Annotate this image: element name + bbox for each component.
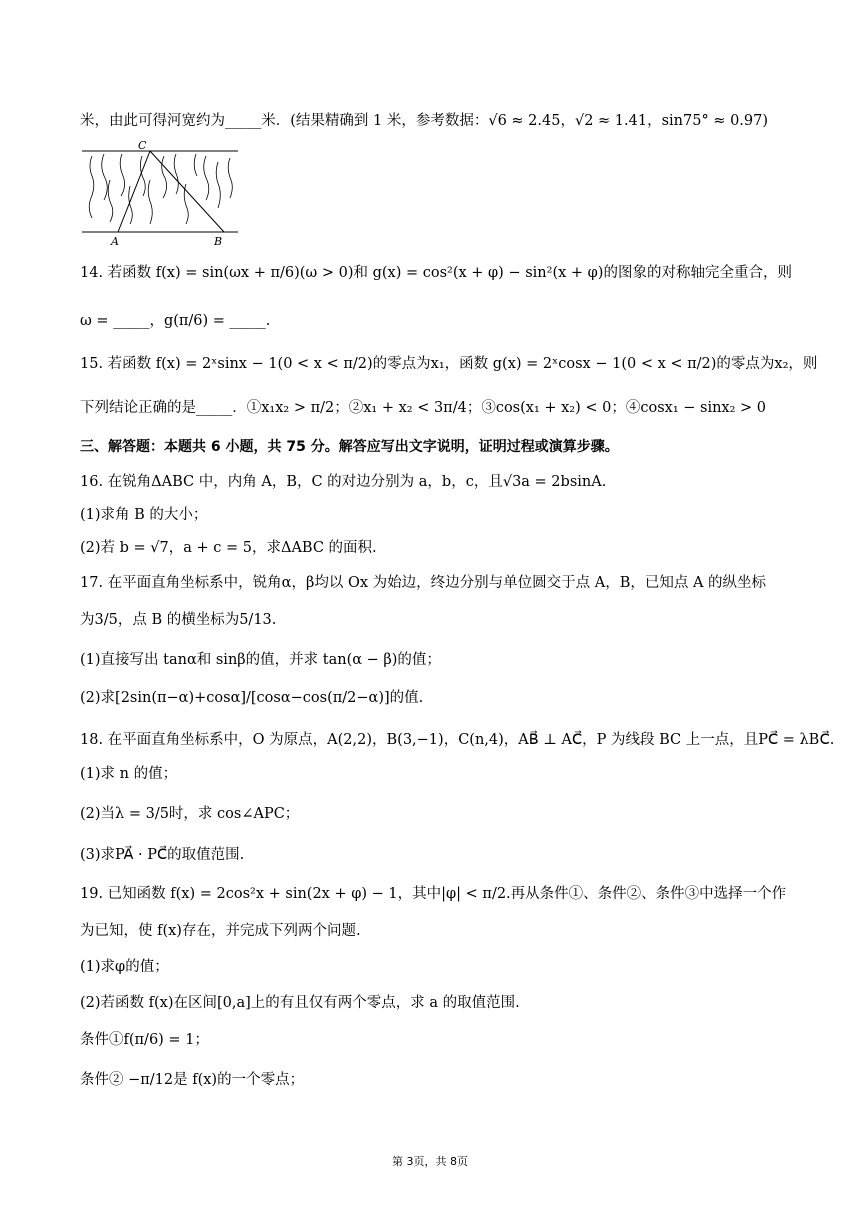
problem-14-line-1: 14. 若函数 f(x) = sin(ωx + π/6)(ω > 0)和 g(x) = cos²(x + φ) − sin²(x + φ)的图象的对称轴完全重合，则 — [80, 265, 792, 281]
problem-18-part-2: (2)当λ = 3/5时，求 cos∠APC； — [80, 806, 300, 822]
problem-17-part-2: (2)求[2sin(π−α)+cosα]/[cosα−cos(π/2−α)]的值. — [80, 690, 424, 706]
problem-16-line-1: 16. 在锐角ΔABC 中，内角 A，B，C 的对边分别为 a，b，c，且√3a = 2bsinA. — [80, 474, 607, 490]
problem-15-line-1: 15. 若函数 f(x) = 2ˣsinx − 1(0 < x < π/2)的零点为x₁，函数 g(x) = 2ˣcosx − 1(0 < x < π/2)的零点为x₂，则 — [80, 356, 818, 372]
problem-18-line-1: 18. 在平面直角坐标系中，O 为原点，A(2,2)，B(3,−1)，C(n,4)，AB⃗ ⊥ AC⃗，P 为线段 BC 上一点，且PC⃗ = λBC⃗. — [80, 732, 835, 748]
point-b-label: B — [214, 235, 223, 248]
problem-16-part-1: (1)求角 B 的大小； — [80, 507, 208, 523]
river-figure — [78, 140, 240, 248]
section-heading: 三、解答题：本题共 6 小题，共 75 分。解答应写出文字说明，证明过程或演算步骤。 — [80, 439, 619, 455]
condition-2: 条件② −π/12是 f(x)的一个零点； — [80, 1072, 305, 1088]
problem-18-part-1: (1)求 n 的值； — [80, 766, 178, 782]
problem-17-line-2: 为3/5，点 B 的横坐标为5/13. — [80, 612, 277, 628]
point-a-label: A — [111, 235, 119, 248]
problem-16-part-2: (2)若 b = √7，a + c = 5，求ΔABC 的面积. — [80, 540, 377, 556]
problem-19-line-2: 为已知，使 f(x)存在，并完成下列两个问题. — [80, 923, 361, 939]
problem-19-part-1: (1)求φ的值； — [80, 959, 169, 975]
problem-17-part-1: (1)直接写出 tanα和 sinβ的值，并求 tan(α − β)的值； — [80, 652, 441, 668]
line-1: 米，由此可得河宽约为_____米．(结果精确到 1 米，参考数据：√6 ≈ 2.45，√2 ≈ 1.41，sin75° ≈ 0.97) — [80, 113, 769, 129]
problem-19-line-1: 19. 已知函数 f(x) = 2cos²x + sin(2x + φ) − 1，其中|φ| < π/2.再从条件①、条件②、条件③中选择一个作 — [80, 886, 787, 902]
problem-18-part-3: (3)求PA⃗ · PC⃗的取值范围. — [80, 847, 245, 863]
problem-19-part-2: (2)若函数 f(x)在区间[0,a]上的有且仅有两个零点，求 a 的取值范围. — [80, 995, 520, 1011]
problem-17-line-1: 17. 在平面直角坐标系中，锐角α，β均以 Ox 为始边，终边分别与单位圆交于点 A，B，已知点 A 的纵坐标 — [80, 575, 767, 591]
condition-1: 条件①f(π/6) = 1； — [80, 1032, 209, 1048]
problem-15-line-2: 下列结论正确的是_____．①x₁x₂ > π/2；②x₁ + x₂ < 3π/4；③cos(x₁ + x₂) < 0；④cosx₁ − sinx₂ > 0 — [80, 400, 767, 416]
point-c-label: C — [138, 140, 147, 152]
problem-14-line-2: ω = _____，g(π/6) = _____. — [80, 313, 271, 329]
page-footer: 第 3页，共 8页 — [392, 1155, 468, 1168]
